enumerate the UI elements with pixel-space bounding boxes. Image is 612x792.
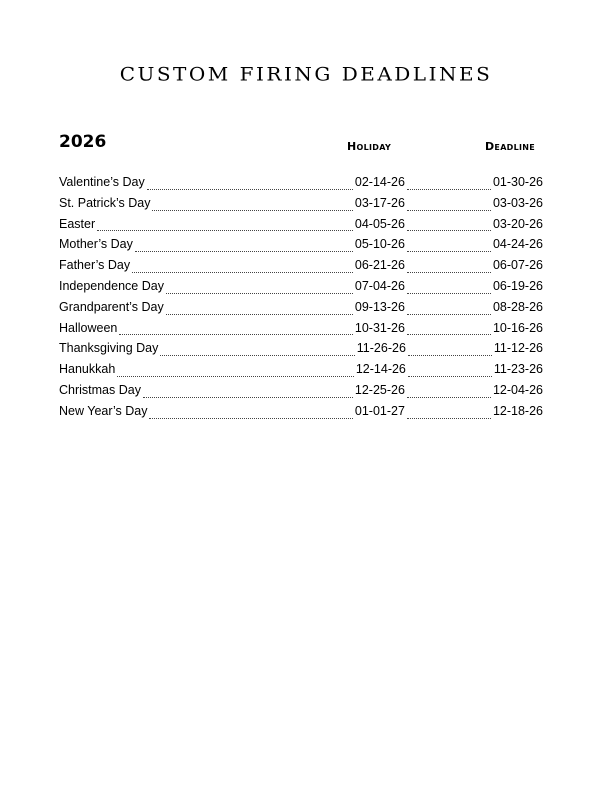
deadline-date: 06-07-26 xyxy=(492,258,543,273)
deadline-date: 12-18-26 xyxy=(492,403,543,418)
holiday-name: Independence Day xyxy=(59,278,164,293)
dot-leader xyxy=(407,418,491,419)
dot-leader xyxy=(407,293,491,294)
holiday-column-header: Holiday xyxy=(347,140,392,153)
list-item xyxy=(59,196,543,217)
deadline-date: 10-16-26 xyxy=(492,320,543,335)
dot-leader xyxy=(407,397,491,398)
list-item xyxy=(59,404,543,425)
deadline-date: 01-30-26 xyxy=(492,175,543,189)
dot-leader xyxy=(407,334,491,335)
dot-leader xyxy=(132,272,353,273)
dot-leader xyxy=(160,355,354,356)
deadline-date: 04-24-26 xyxy=(492,237,543,252)
dot-leader xyxy=(407,189,491,190)
holiday-date: 02-14-26 xyxy=(354,175,405,189)
holiday-date: 12-25-26 xyxy=(354,382,405,397)
holiday-name: Easter xyxy=(59,216,96,231)
list-item xyxy=(59,300,543,321)
holiday-date: 05-10-26 xyxy=(354,237,405,252)
list-item xyxy=(59,321,543,342)
holiday-name: Christmas Day xyxy=(59,382,141,397)
deadline-column-header: Deadline xyxy=(485,140,536,153)
holiday-name: St. Patrick’s Day xyxy=(59,195,151,210)
holiday-date: 04-05-26 xyxy=(354,216,405,231)
holiday-date: 11-26-26 xyxy=(356,341,406,356)
list-item xyxy=(59,217,543,238)
list-item xyxy=(59,258,543,279)
holiday-date: 09-13-26 xyxy=(354,299,405,314)
deadline-date: 08-28-26 xyxy=(492,299,543,314)
list-item xyxy=(59,237,543,258)
holiday-name: Hanukkah xyxy=(59,362,116,377)
deadline-list xyxy=(59,175,543,425)
holiday-name: New Year’s Day xyxy=(59,403,148,418)
list-item xyxy=(59,383,543,404)
dot-leader xyxy=(407,210,491,211)
page-title: CUSTOM FIRING DEADLINES xyxy=(119,62,493,86)
dot-leader xyxy=(408,376,492,377)
dot-leader xyxy=(117,376,354,377)
dot-leader xyxy=(152,210,352,211)
dot-leader xyxy=(166,314,353,315)
dot-leader xyxy=(407,251,491,252)
holiday-name: Thanksgiving Day xyxy=(59,341,159,356)
dot-leader xyxy=(407,314,491,315)
holiday-date: 03-17-26 xyxy=(354,195,405,210)
dot-leader xyxy=(407,272,491,273)
list-item xyxy=(59,279,543,300)
deadline-date: 11-23-26 xyxy=(493,362,543,377)
dot-leader xyxy=(135,251,353,252)
dot-leader xyxy=(147,189,353,190)
dot-leader xyxy=(407,230,491,231)
deadline-date: 06-19-26 xyxy=(492,278,543,293)
holiday-name: Valentine’s Day xyxy=(59,175,145,189)
year-heading: 2026 xyxy=(59,132,107,152)
dot-leader xyxy=(149,418,352,419)
dot-leader xyxy=(408,355,492,356)
deadline-date: 03-03-26 xyxy=(492,195,543,210)
list-item xyxy=(59,341,543,362)
holiday-date: 06-21-26 xyxy=(354,258,405,273)
deadline-date: 03-20-26 xyxy=(492,216,543,231)
deadline-date: 11-12-26 xyxy=(493,341,543,356)
dot-leader xyxy=(119,334,353,335)
holiday-name: Father’s Day xyxy=(59,258,131,273)
list-item xyxy=(59,362,543,383)
holiday-date: 10-31-26 xyxy=(354,320,405,335)
holiday-name: Mother’s Day xyxy=(59,237,133,252)
deadline-date: 12-04-26 xyxy=(492,382,543,397)
holiday-date: 01-01-27 xyxy=(354,403,405,418)
dot-leader xyxy=(143,397,353,398)
holiday-date: 12-14-26 xyxy=(355,362,406,377)
dot-leader xyxy=(166,293,353,294)
holiday-name: Grandparent’s Day xyxy=(59,299,164,314)
dot-leader xyxy=(97,230,353,231)
holiday-date: 07-04-26 xyxy=(354,278,405,293)
list-item xyxy=(59,175,543,196)
holiday-name: Halloween xyxy=(59,320,118,335)
